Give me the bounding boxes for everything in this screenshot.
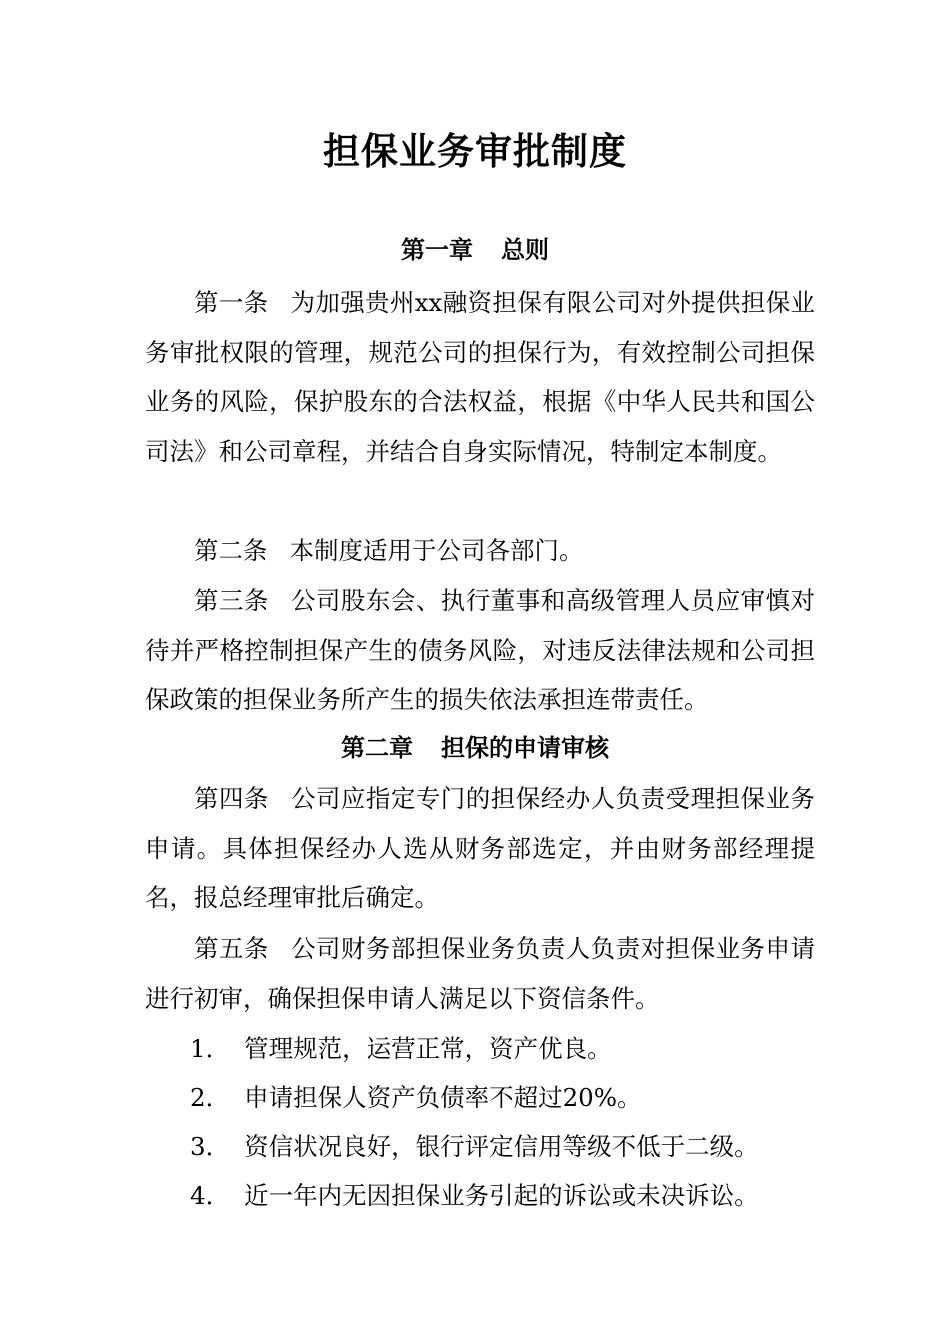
article-label: 第四条 — [194, 784, 269, 813]
article-4 — [145, 774, 815, 923]
article-text: 本制度适用于公司各部门。 — [289, 536, 584, 565]
condition-text: 申请担保人资产负债率不超过20%。 — [244, 1083, 642, 1112]
article-label: 第三条 — [194, 586, 269, 615]
condition-item-2 — [190, 1078, 830, 1118]
article-5 — [145, 924, 815, 1023]
chapter-heading-2 — [0, 728, 950, 768]
condition-text: 管理规范，运营正常，资产优良。 — [244, 1034, 612, 1063]
article-3 — [145, 576, 815, 725]
condition-item-3 — [190, 1127, 830, 1167]
document-title: 担保业务审批制度 — [323, 130, 627, 173]
article-label: 第一条 — [194, 288, 269, 317]
condition-text: 资信状况良好，银行评定信用等级不低于二级。 — [244, 1132, 759, 1161]
condition-text: 近一年内无因担保业务引起的诉讼或未决诉讼。 — [244, 1181, 759, 1210]
article-label: 第二条 — [194, 536, 268, 565]
chapter-name: 担保的申请审核 — [441, 734, 609, 762]
condition-item-1 — [190, 1029, 830, 1069]
article-text: 公司应指定专门的担保经办人负责受理担保业务申请。具体担保经办人选从财务部选定，并由财务部经理提名，报总经理审批后确定。 — [145, 784, 816, 912]
article-2 — [145, 526, 815, 576]
condition-number: 2． — [190, 1083, 231, 1112]
condition-item-4 — [190, 1176, 830, 1216]
condition-number: 1． — [190, 1034, 231, 1063]
article-label: 第五条 — [194, 934, 269, 963]
chapter-number: 第一章 — [401, 236, 473, 264]
article-text: 为加强贵州xx融资担保有限公司对外提供担保业务审批权限的管理，规范公司的担保行为，有效控制公司担保业务的风险，保护股东的合法权益，根据《中华人民共和国公司法》和公司章程，并结合自身实际情况，特制定本制度。 — [145, 288, 815, 466]
chapter-number: 第二章 — [341, 734, 413, 762]
chapter-heading-1 — [0, 230, 950, 270]
article-text: 公司股东会、执行董事和高级管理人员应审慎对待并严格控制担保产生的债务风险，对违反法律法规和公司担保政策的担保业务所产生的损失依法承担连带责任。 — [145, 586, 816, 714]
article-text: 公司财务部担保业务负责人负责对担保业务申请进行初审，确保担保申请人满足以下资信条件。 — [145, 934, 816, 1013]
condition-number: 4． — [190, 1181, 231, 1210]
condition-number: 3． — [190, 1132, 231, 1161]
article-1 — [145, 278, 815, 476]
chapter-name: 总则 — [501, 236, 549, 264]
